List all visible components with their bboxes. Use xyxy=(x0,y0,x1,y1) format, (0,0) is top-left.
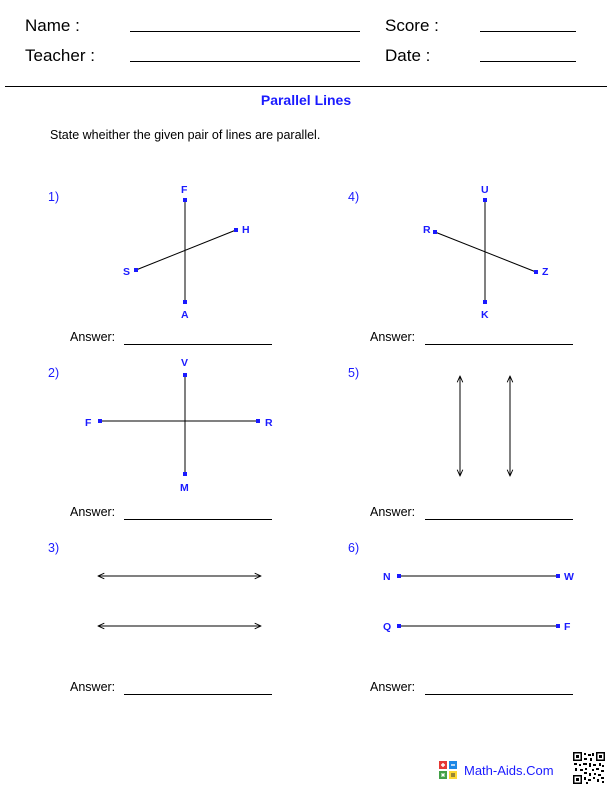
point-f xyxy=(183,198,187,202)
problem-5-number: 5) xyxy=(348,366,360,380)
qr-code-icon xyxy=(573,752,605,784)
answer-label-2: Answer: xyxy=(70,505,116,519)
label-r: R xyxy=(423,224,431,236)
line-sh xyxy=(136,230,236,270)
answer-label-3: Answer: xyxy=(70,680,116,694)
label-z: Z xyxy=(542,266,549,278)
point-h xyxy=(234,228,238,232)
problem-4-figure xyxy=(423,184,549,321)
instructions: State wheither the given pair of lines are parallel. xyxy=(50,128,321,142)
label-q: Q xyxy=(383,621,392,633)
label-n: N xyxy=(383,571,391,583)
point-v xyxy=(183,373,187,377)
label-f: F xyxy=(181,184,188,196)
point-w xyxy=(556,574,560,578)
point-a xyxy=(183,300,187,304)
answer-label-4: Answer: xyxy=(370,330,416,344)
point-k xyxy=(483,300,487,304)
brand-link[interactable]: Math-Aids.Com xyxy=(464,763,554,778)
label-s: S xyxy=(123,266,131,278)
date-label: Date : xyxy=(385,46,431,65)
answer-label-6: Answer: xyxy=(370,680,416,694)
problem-6-figure xyxy=(383,571,574,633)
page-title: Parallel Lines xyxy=(260,92,352,108)
point-s xyxy=(134,268,138,272)
label-k: K xyxy=(481,309,489,321)
label-h: H xyxy=(242,224,250,236)
problem-2-number: 2) xyxy=(48,366,60,380)
calculator-icon xyxy=(439,761,457,779)
label-w: W xyxy=(564,571,574,583)
point-z xyxy=(534,270,538,274)
label-r2: R xyxy=(265,417,273,429)
label-f3: F xyxy=(564,621,571,633)
label-v: V xyxy=(181,357,189,369)
problem-2-figure xyxy=(85,357,273,494)
answer-label-1: Answer: xyxy=(70,330,116,344)
point-f2 xyxy=(98,419,102,423)
teacher-label: Teacher : xyxy=(25,46,95,65)
problem-1-figure xyxy=(123,184,250,321)
problem-5-figure xyxy=(460,376,510,476)
problem-3-figure xyxy=(98,576,261,626)
label-m: M xyxy=(180,482,189,494)
point-n xyxy=(397,574,401,578)
problem-6-number: 6) xyxy=(348,541,360,555)
name-label: Name : xyxy=(25,16,80,35)
point-u xyxy=(483,198,487,202)
point-q xyxy=(397,624,401,628)
problem-1-number: 1) xyxy=(48,190,60,204)
label-u: U xyxy=(481,184,489,196)
answer-label-5: Answer: xyxy=(370,505,416,519)
problem-3-number: 3) xyxy=(48,541,60,555)
point-f3 xyxy=(556,624,560,628)
problem-4-number: 4) xyxy=(348,190,360,204)
score-label: Score : xyxy=(385,16,439,35)
point-r xyxy=(433,230,437,234)
label-f2: F xyxy=(85,417,92,429)
point-r2 xyxy=(256,419,260,423)
point-m xyxy=(183,472,187,476)
label-a: A xyxy=(181,309,189,321)
